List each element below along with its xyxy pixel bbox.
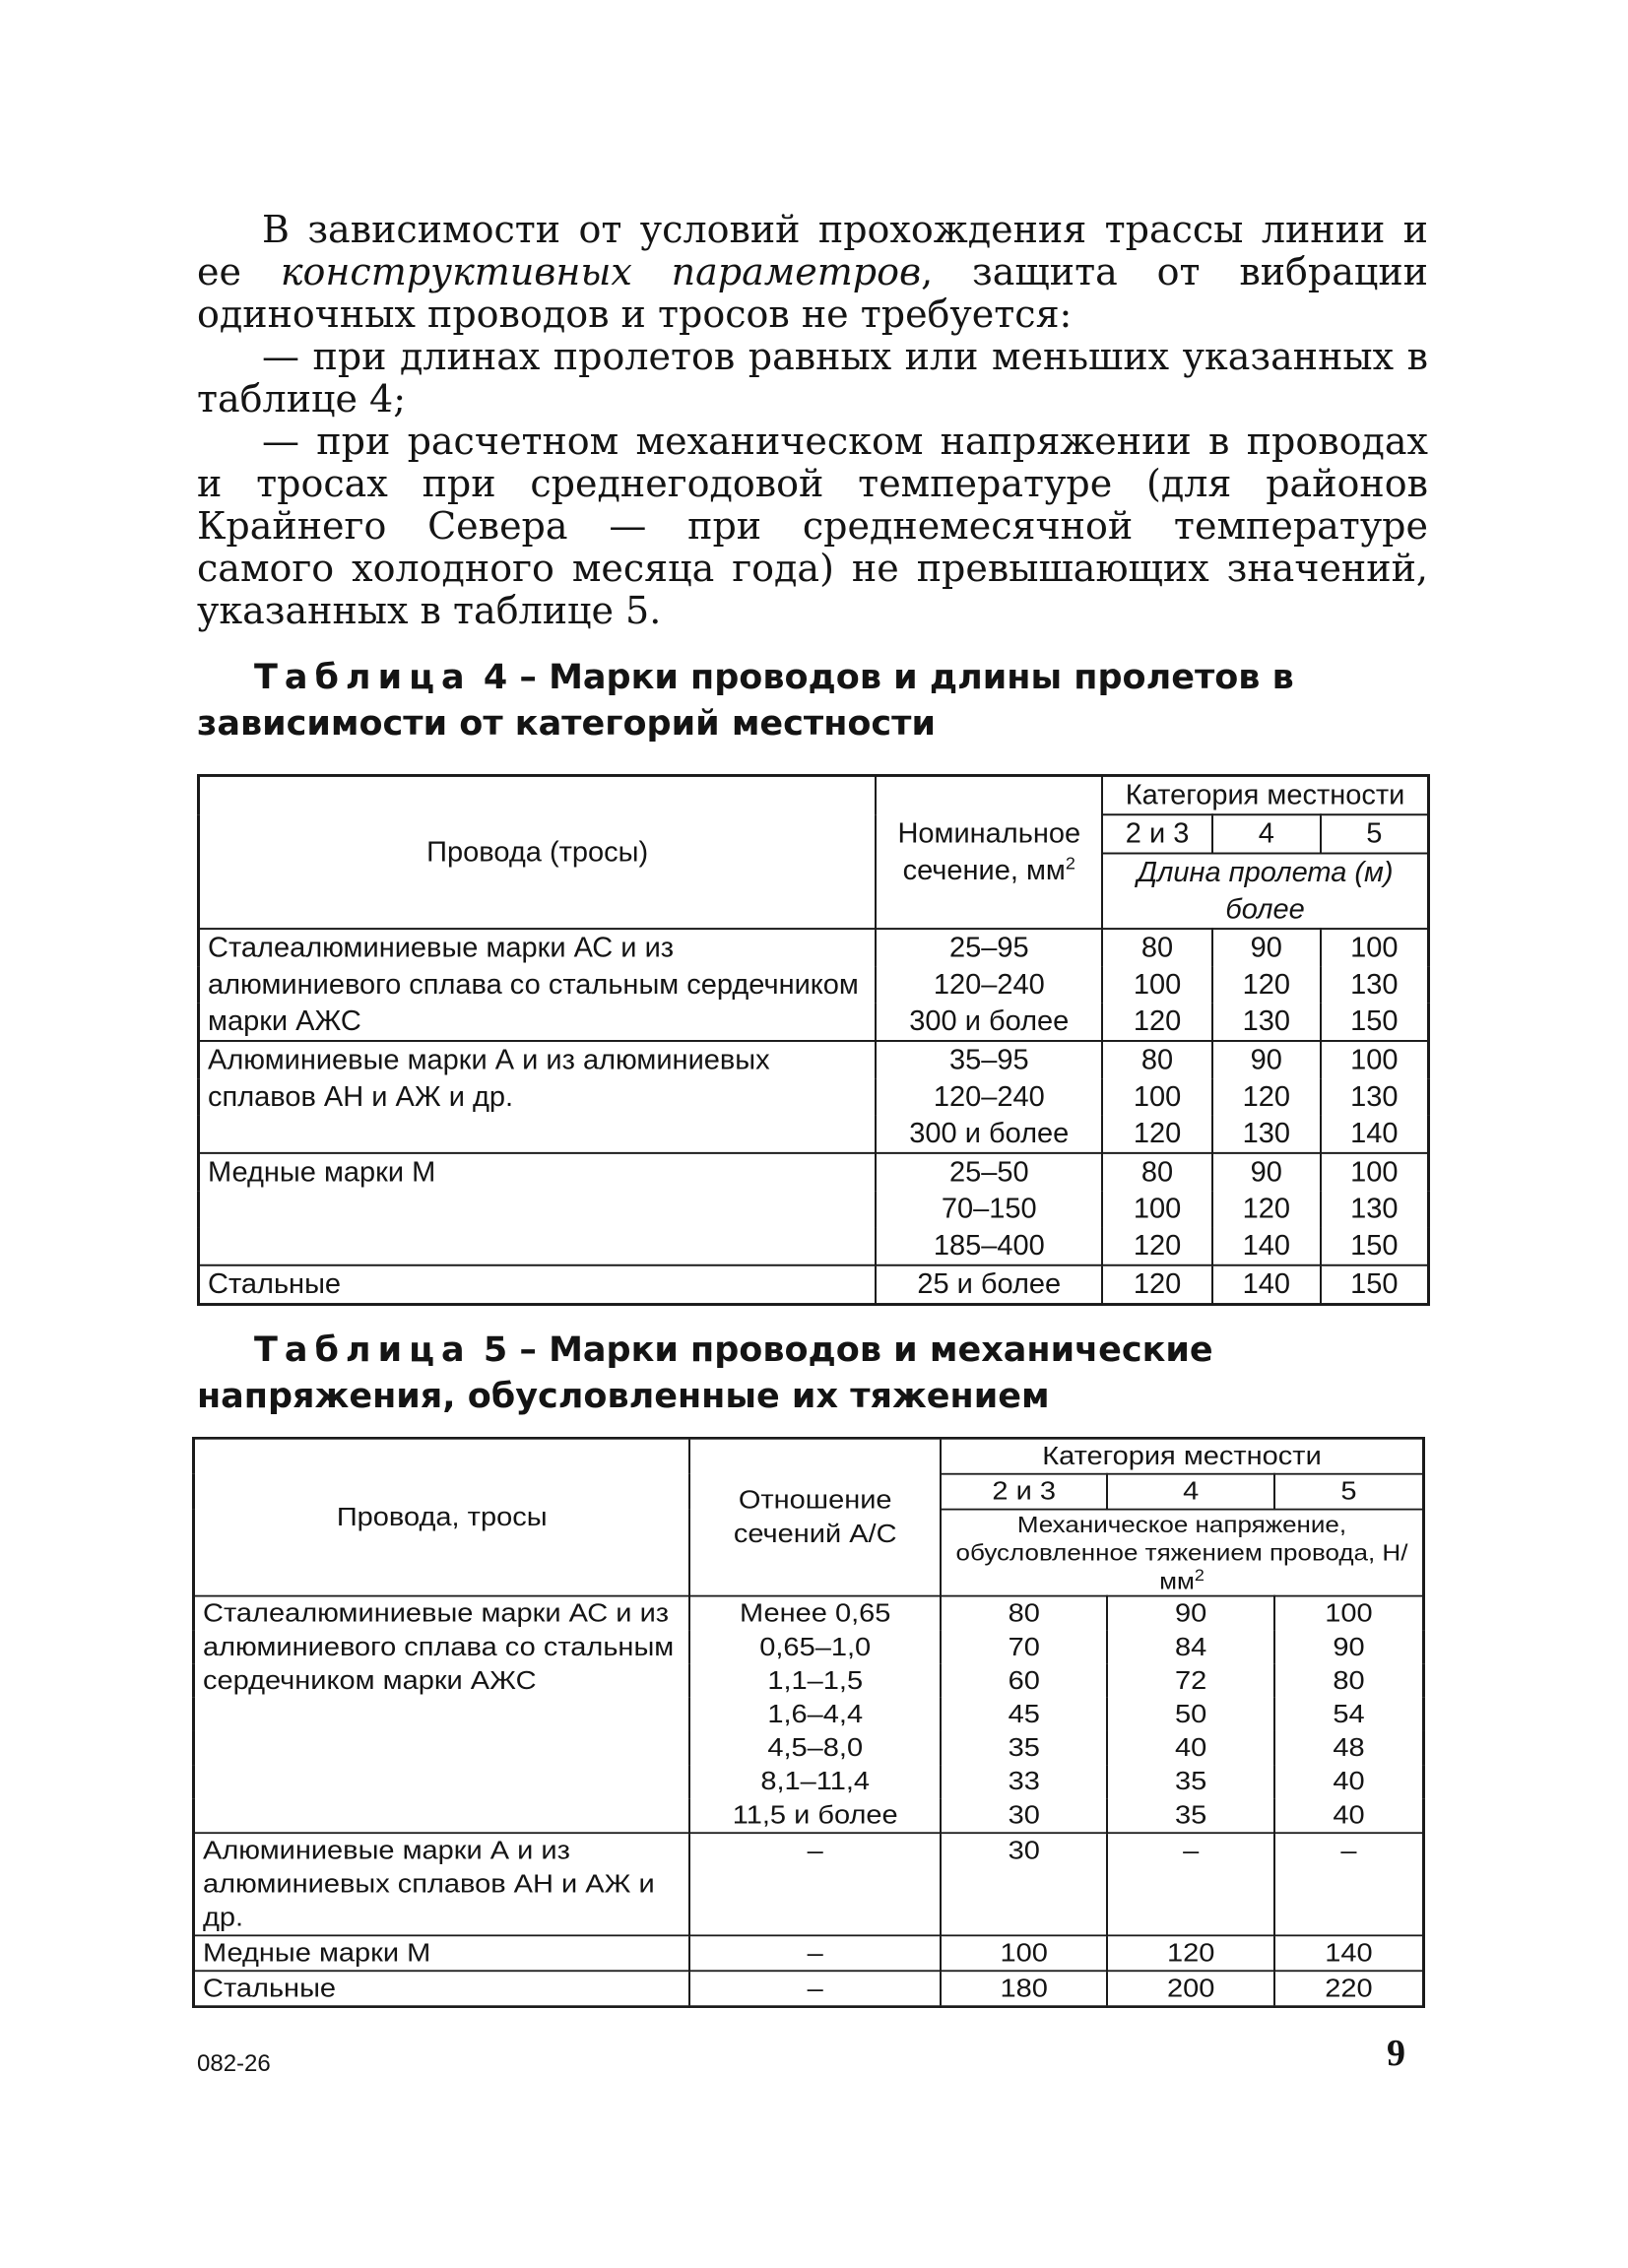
table-row bbox=[194, 1971, 1424, 2006]
table5-body bbox=[194, 1438, 1424, 1595]
table5-head-category: Категория местности bbox=[941, 1438, 1424, 1473]
value-cell-cat-a: 120 bbox=[1102, 1227, 1212, 1264]
value-cell-cat-b: 130 bbox=[1212, 1116, 1321, 1153]
value-cell-cat-b: 72 bbox=[1107, 1664, 1273, 1698]
value-cell-cat-c: 140 bbox=[1321, 1116, 1429, 1153]
value-cell-cat-b: 50 bbox=[1107, 1698, 1273, 1731]
value-cell-cat-a: 120 bbox=[1102, 1116, 1212, 1153]
table5-head-cat-b: 4 bbox=[1107, 1474, 1273, 1510]
intro-p1-italic: конструктивных параметров bbox=[280, 250, 922, 293]
table5-label: Таблица bbox=[254, 1330, 472, 1370]
table-row bbox=[199, 929, 1429, 966]
ratio-cell: 1,6–4,4 bbox=[689, 1698, 941, 1731]
table5-head-cat-c: 5 bbox=[1274, 1474, 1424, 1510]
value-cell-cat-a: 60 bbox=[941, 1664, 1107, 1698]
value-cell-cat-b: 40 bbox=[1107, 1731, 1273, 1765]
value-cell-cat-c: 48 bbox=[1274, 1731, 1424, 1765]
table4-head-cat-b: 4 bbox=[1212, 814, 1321, 853]
section-cell: 25–95 bbox=[876, 929, 1102, 966]
value-cell-cat-b: 200 bbox=[1107, 1971, 1273, 2006]
table4-head-wires: Провода (тросы) bbox=[199, 775, 877, 929]
value-cell-cat-a: 45 bbox=[941, 1698, 1107, 1731]
value-cell-cat-c: 40 bbox=[1274, 1798, 1424, 1833]
table4-head-category: Категория местности bbox=[1102, 775, 1428, 814]
value-cell-cat-b: 120 bbox=[1212, 966, 1321, 1003]
value-cell-cat-a: 100 bbox=[1102, 1078, 1212, 1115]
intro-p1-end: , защита от вибрации одиночных проводов и тросов не требуется: bbox=[197, 250, 1428, 336]
intro-paragraph-3: — при расчетном механическом напряжении в проводах и тросах при среднегодовой температуре (для районов Крайнего Севера — при среднемесячной температуре самого холодного месяца года) не превышающих значений, указанных в таблице 5. bbox=[197, 420, 1428, 632]
intro-text bbox=[197, 209, 1428, 632]
section-cell: 185–400 bbox=[876, 1227, 1102, 1264]
section-cell: 25 и более bbox=[876, 1265, 1102, 1305]
wire-type-cell: Медные марки М bbox=[199, 1153, 877, 1265]
value-cell-cat-c: 140 bbox=[1274, 1935, 1424, 1971]
section-cell: 120–240 bbox=[876, 966, 1102, 1003]
value-cell-cat-a: 80 bbox=[1102, 929, 1212, 966]
table5-head-ratio: Отношение сечений А/С bbox=[689, 1438, 941, 1595]
table4-data bbox=[199, 929, 1429, 1304]
value-cell-cat-b: 120 bbox=[1212, 1191, 1321, 1227]
value-cell-cat-b: 120 bbox=[1212, 1078, 1321, 1115]
wire-type-cell: Стальные bbox=[194, 1971, 690, 2006]
value-cell-cat-b: 90 bbox=[1212, 1041, 1321, 1078]
table4-header-row-1 bbox=[199, 775, 1429, 814]
value-cell-cat-a: 100 bbox=[941, 1935, 1107, 1971]
wire-type-cell: Стальные bbox=[199, 1265, 877, 1305]
value-cell-cat-c: 80 bbox=[1274, 1664, 1424, 1698]
table4-caption bbox=[197, 655, 1477, 747]
table4-body bbox=[199, 775, 1429, 929]
table5-data bbox=[194, 1596, 1424, 2007]
section-cell: 70–150 bbox=[876, 1191, 1102, 1227]
section-cell: 35–95 bbox=[876, 1041, 1102, 1078]
table4-head-section bbox=[876, 775, 1102, 929]
value-cell-cat-b: 35 bbox=[1107, 1765, 1273, 1798]
document-code: 082-26 bbox=[197, 2050, 271, 2077]
wire-type-cell: Сталеалюминиевые марки АС и из алюминиевого сплава со стальным сердечником марки АЖС bbox=[199, 929, 877, 1041]
section-cell: 300 и более bbox=[876, 1116, 1102, 1153]
value-cell-cat-c: 100 bbox=[1274, 1596, 1424, 1631]
value-cell-cat-b: 90 bbox=[1107, 1596, 1273, 1631]
table4-head-section-sup: 2 bbox=[1065, 853, 1075, 874]
table4-head-span-note: Длина пролета (м) более bbox=[1102, 854, 1428, 930]
value-cell-cat-c: 130 bbox=[1321, 1078, 1429, 1115]
table5-head-cat-a: 2 и 3 bbox=[941, 1474, 1107, 1510]
table-row bbox=[199, 1265, 1429, 1305]
value-cell-cat-a: 35 bbox=[941, 1731, 1107, 1765]
value-cell-cat-a: 120 bbox=[1102, 1265, 1212, 1305]
value-cell-cat-b: 120 bbox=[1107, 1935, 1273, 1971]
wire-type-cell: Алюминиевые марки А и из алюминиевых сплавов АН и АЖ и др. bbox=[194, 1833, 690, 1935]
value-cell-cat-a: 30 bbox=[941, 1798, 1107, 1833]
ratio-cell: Менее 0,65 bbox=[689, 1596, 941, 1631]
value-cell-cat-c: 130 bbox=[1321, 1191, 1429, 1227]
value-cell-cat-b: – bbox=[1107, 1833, 1273, 1935]
section-cell: 120–240 bbox=[876, 1078, 1102, 1115]
table-row bbox=[199, 1153, 1429, 1191]
value-cell-cat-c: 150 bbox=[1321, 1227, 1429, 1264]
value-cell-cat-a: 80 bbox=[941, 1596, 1107, 1631]
table-4 bbox=[197, 774, 1430, 1306]
table4-head-section-text: Номинальное сечение, мм bbox=[897, 818, 1081, 886]
table5-caption bbox=[197, 1328, 1477, 1420]
table-row bbox=[199, 1041, 1429, 1078]
value-cell-cat-c: 100 bbox=[1321, 1041, 1429, 1078]
table-row bbox=[194, 1596, 1424, 1631]
value-cell-cat-c: 90 bbox=[1274, 1631, 1424, 1664]
value-cell-cat-b: 130 bbox=[1212, 1004, 1321, 1041]
value-cell-cat-b: 35 bbox=[1107, 1798, 1273, 1833]
value-cell-cat-a: 80 bbox=[1102, 1041, 1212, 1078]
value-cell-cat-b: 90 bbox=[1212, 929, 1321, 966]
value-cell-cat-c: 100 bbox=[1321, 929, 1429, 966]
page-number: 9 bbox=[1387, 2033, 1405, 2074]
ratio-cell: – bbox=[689, 1833, 941, 1935]
value-cell-cat-a: 33 bbox=[941, 1765, 1107, 1798]
value-cell-cat-a: 180 bbox=[941, 1971, 1107, 2006]
wire-type-cell: Сталеалюминиевые марки АС и из алюминиевого сплава со стальным сердечником марки АЖС bbox=[194, 1596, 690, 1834]
value-cell-cat-a: 80 bbox=[1102, 1153, 1212, 1191]
section-cell: 25–50 bbox=[876, 1153, 1102, 1191]
wire-type-cell: Алюминиевые марки А и из алюминиевых сплавов АН и АЖ и др. bbox=[199, 1041, 877, 1153]
table4-caption-text: 4 – Марки проводов и длины пролетов в зависимости от категорий местности bbox=[197, 658, 1294, 744]
value-cell-cat-a: 100 bbox=[1102, 1191, 1212, 1227]
ratio-cell: – bbox=[689, 1971, 941, 2006]
value-cell-cat-c: 40 bbox=[1274, 1765, 1424, 1798]
table4-head-cat-a: 2 и 3 bbox=[1102, 814, 1212, 853]
ratio-cell: 8,1–11,4 bbox=[689, 1765, 941, 1798]
table4-head-cat-c: 5 bbox=[1321, 814, 1429, 853]
value-cell-cat-b: 90 bbox=[1212, 1153, 1321, 1191]
value-cell-cat-c: 220 bbox=[1274, 1971, 1424, 2006]
table5-head-stress-text: Механическое напряжение, обусловленное тяжением провода, Н/мм bbox=[955, 1511, 1408, 1594]
value-cell-cat-b: 140 bbox=[1212, 1265, 1321, 1305]
ratio-cell: 0,65–1,0 bbox=[689, 1631, 941, 1664]
table5-caption-text: 5 – Марки проводов и механические напряжения, обусловленные их тяжением bbox=[197, 1330, 1213, 1416]
table5-header-row-1 bbox=[194, 1438, 1424, 1473]
table-5 bbox=[192, 1437, 1425, 2008]
table-row bbox=[194, 1935, 1424, 1971]
value-cell-cat-b: 84 bbox=[1107, 1631, 1273, 1664]
value-cell-cat-c: 150 bbox=[1321, 1265, 1429, 1305]
value-cell-cat-a: 30 bbox=[941, 1833, 1107, 1935]
ratio-cell: 1,1–1,5 bbox=[689, 1664, 941, 1698]
intro-paragraph-2: — при длинах пролетов равных или меньших указанных в таблице 4; bbox=[197, 335, 1428, 421]
table5-head-stress-sup: 2 bbox=[1194, 1566, 1205, 1585]
value-cell-cat-c: 150 bbox=[1321, 1004, 1429, 1041]
ratio-cell: 4,5–8,0 bbox=[689, 1731, 941, 1765]
value-cell-cat-c: 54 bbox=[1274, 1698, 1424, 1731]
table4-label: Таблица bbox=[254, 658, 472, 697]
intro-paragraph-1 bbox=[197, 209, 1428, 336]
value-cell-cat-b: 140 bbox=[1212, 1227, 1321, 1264]
ratio-cell: 11,5 и более bbox=[689, 1798, 941, 1833]
value-cell-cat-c: 100 bbox=[1321, 1153, 1429, 1191]
value-cell-cat-c: – bbox=[1274, 1833, 1424, 1935]
table5-head-wires: Провода, тросы bbox=[194, 1438, 690, 1595]
value-cell-cat-c: 130 bbox=[1321, 966, 1429, 1003]
intro-p1-start: В зависимости от условий прохождения трассы линии и ее bbox=[197, 208, 1428, 293]
section-cell: 300 и более bbox=[876, 1004, 1102, 1041]
table-row bbox=[194, 1833, 1424, 1935]
ratio-cell: – bbox=[689, 1935, 941, 1971]
wire-type-cell: Медные марки М bbox=[194, 1935, 690, 1971]
value-cell-cat-a: 100 bbox=[1102, 966, 1212, 1003]
value-cell-cat-a: 120 bbox=[1102, 1004, 1212, 1041]
table5-head-stress-note bbox=[941, 1510, 1424, 1596]
value-cell-cat-a: 70 bbox=[941, 1631, 1107, 1664]
